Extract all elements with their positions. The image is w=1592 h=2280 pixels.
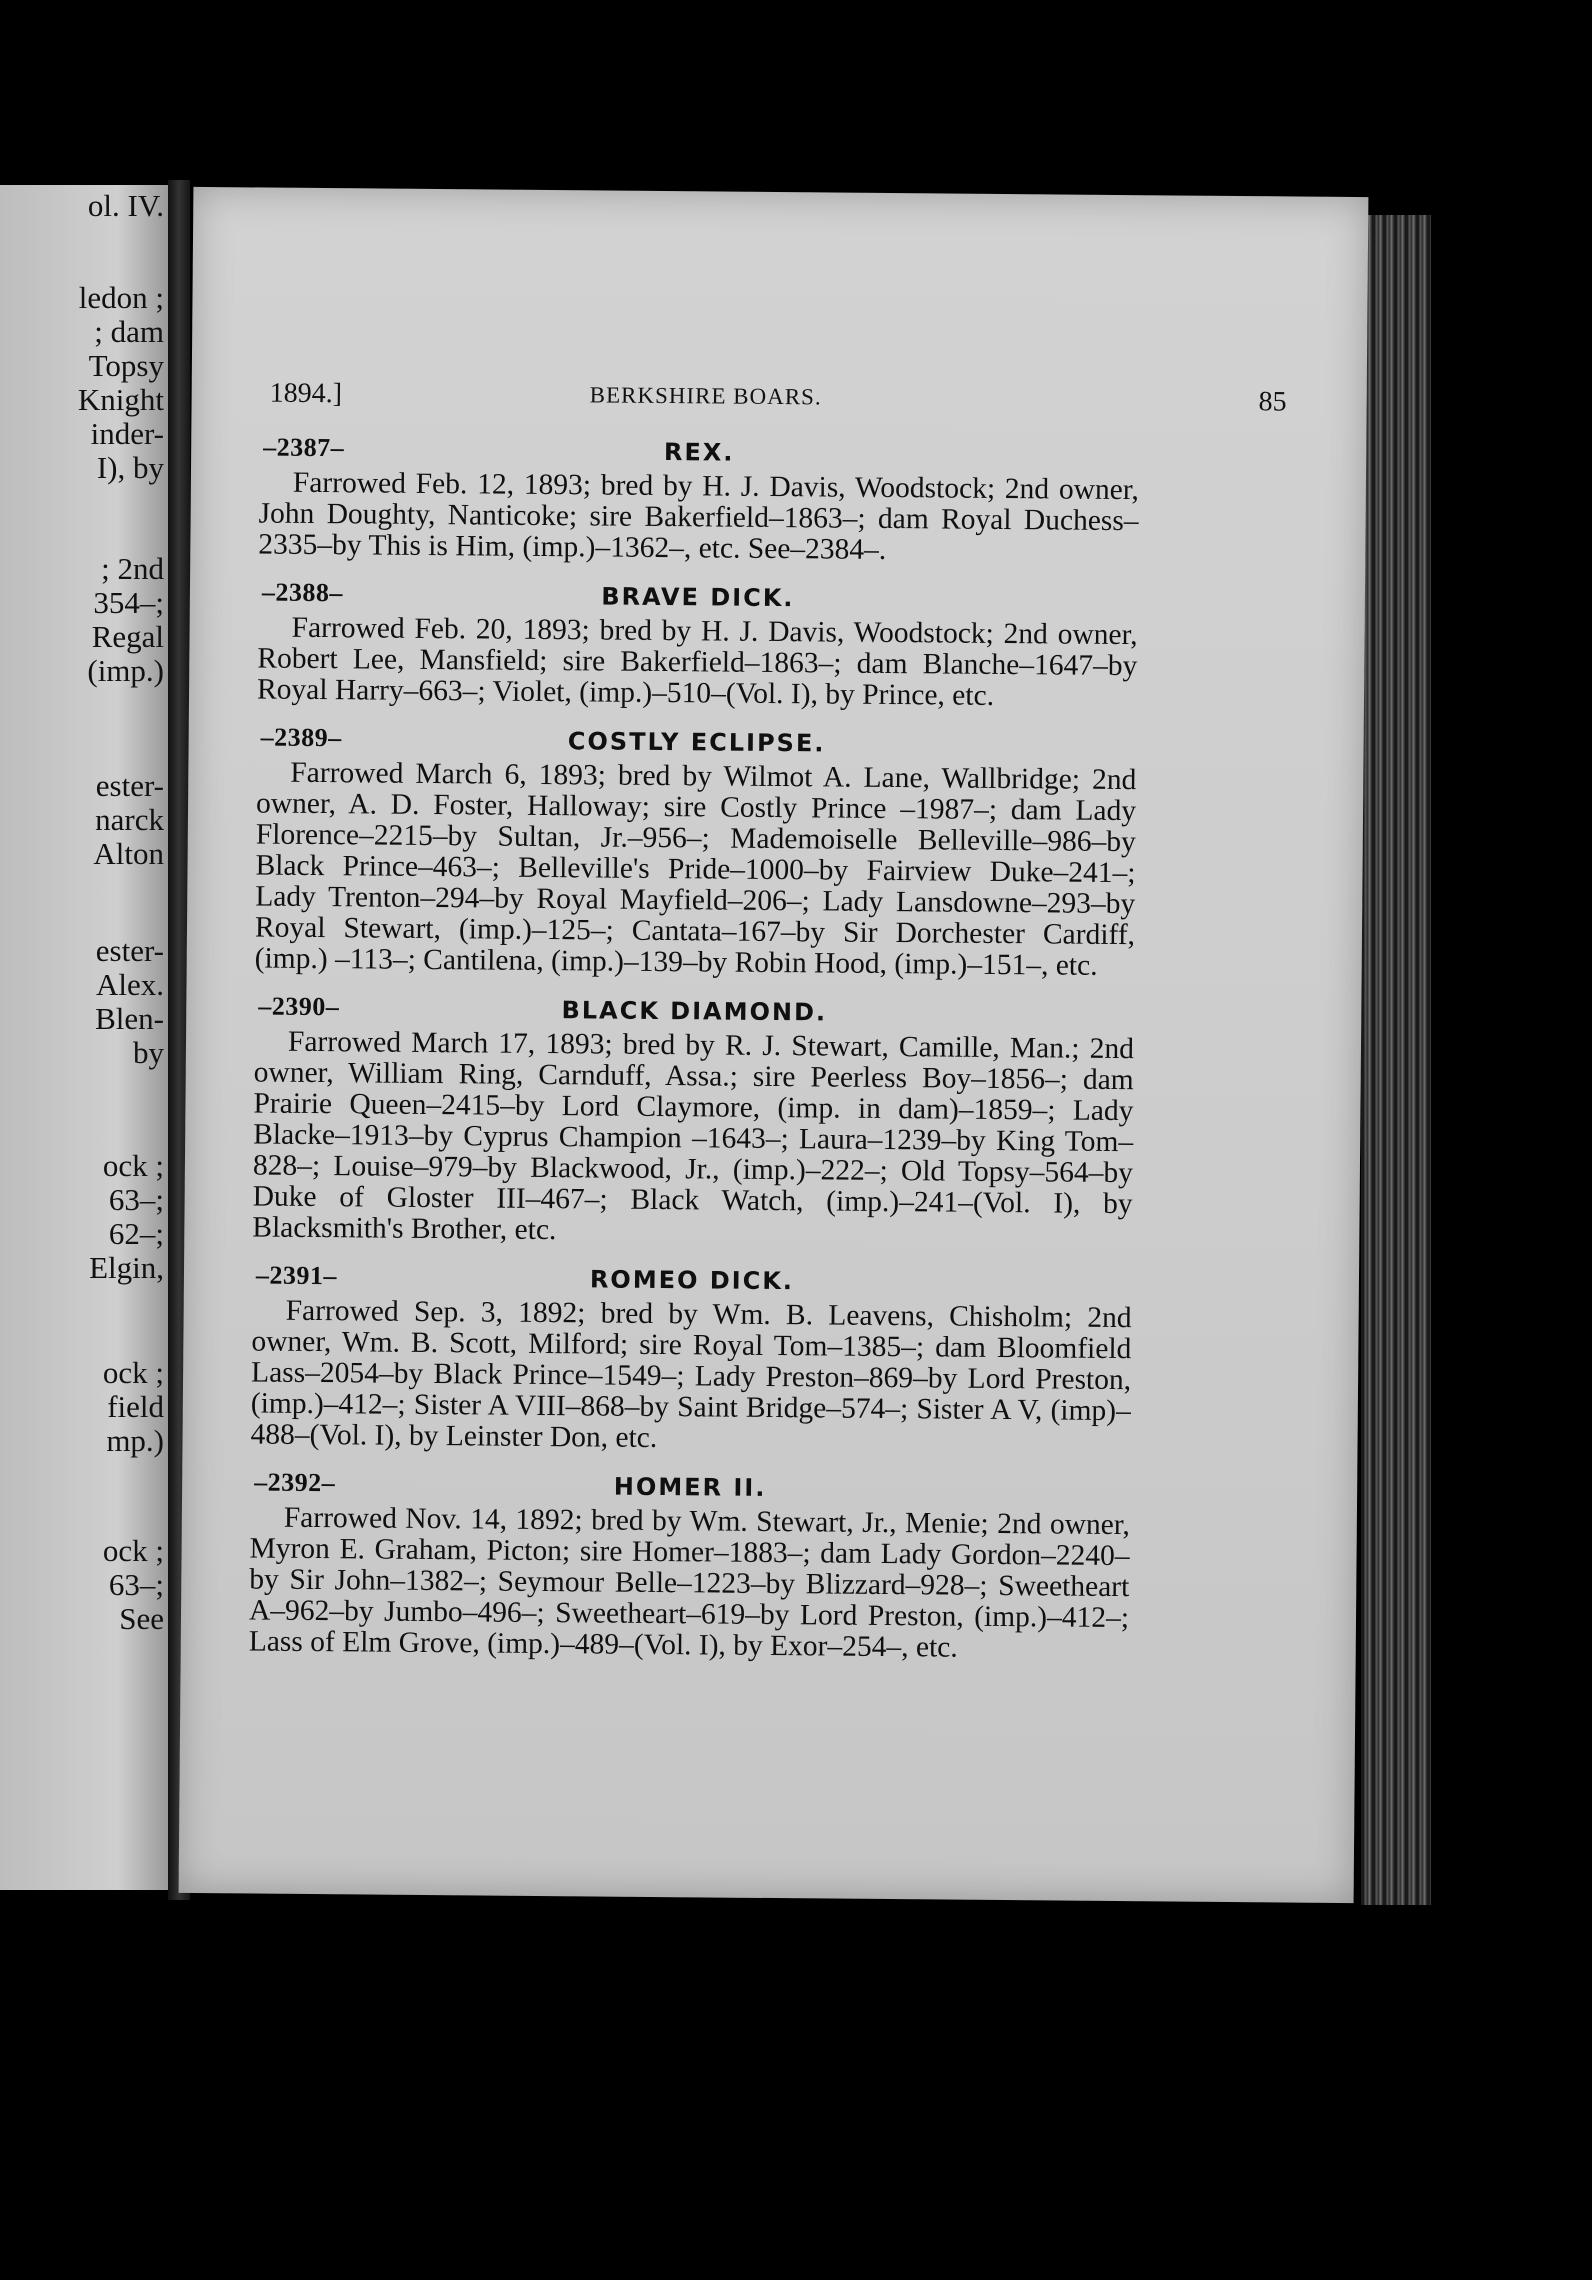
left-page-text-fragment: Alex. (95, 967, 164, 1002)
entry-name: BRAVE DICK. (601, 582, 795, 613)
entry-text: Farrowed March 17, 1893; bred by R. J. Stewart, Camille, Man.; 2nd owner, William Ring, Carnduff, Assa.; sire Peerless Boy–1856–; dam Prairie Queen–2415–by Lord Claymore, (imp. in dam)–1859–; Lady Blacke–1913–by Cyprus Champion –1643–; Laura–1239–by King Tom–828–; Louise–979–by Blackwood, Jr., (imp.)–222–; Old Topsy–564–by Duke of Gloster III–467–; Black Watch, (imp.)–241–(Vol. I), by Blacksmith's Brother, etc. (252, 1025, 1135, 1247)
entries-column (249, 427, 1140, 1677)
entry-text: Farrowed March 6, 1893; bred by Wilmot A. Lane, Wallbridge; 2nd owner, A. D. Foster, Halloway; sire Costly Prince –1987–; dam Lady Florence–2215–by Sultan, Jr.–956–; Mademoiselle Belleville–986–by Black Prince–463–; Belleville's Pride–1000–by Fairview Duke–241–; Lady Trenton–294–by Royal Mayfield–206–; Lady Lansdowne–293–by Royal Stewart, (imp.)–125–; Cantata–167–by Sir Dorchester Cardiff, (imp.) –113–; Cantilena, (imp.)–139–by Robin Hood, (imp.)–151–, etc. (254, 756, 1137, 982)
left-page-text-fragment: Topsy (88, 348, 164, 383)
left-page-text-fragment: ol. IV. (87, 188, 164, 223)
entry-text: Farrowed Nov. 14, 1892; bred by Wm. Stewart, Jr., Menie; 2nd owner, Myron E. Graham, Picton; sire Homer–1883–; dam Lady Gordon–2240–by Sir John–1382–; Seymour Belle–1223–by Blizzard–928–; Sweetheart A–962–by Jumbo–496–; Sweetheart–619–by Lord Preston, (imp.)–412–; Lass of Elm Grove, (imp.)–489–(Vol. I), by Exor–254–, etc. (248, 1501, 1130, 1664)
entry-name: BLACK DIAMOND. (561, 996, 828, 1027)
entry-number: –2392– (254, 1467, 336, 1498)
running-head-title: BERKSHIRE BOARS. (589, 382, 822, 410)
page-number: 85 (1258, 386, 1287, 418)
entry-text: Farrowed Sep. 3, 1892; bred by Wm. B. Leavens, Chisholm; 2nd owner, Wm. B. Scott, Milford; sire Royal Tom–1385–; dam Bloomfield Lass–2054–by Black Prince–1549–; Lady Preston–869–by Lord Preston, (imp.)–412–; Sister A VIII–868–by Saint Bridge–574–; Sister A V, (imp)–488–(Vol. I), by Leinster Don, etc. (250, 1294, 1132, 1454)
entry-number: –2390– (258, 991, 340, 1022)
entry-number: –2387– (263, 432, 345, 463)
left-page-text-fragment: See (119, 1601, 164, 1636)
left-page-text-fragment: ; 2nd (101, 551, 164, 586)
entry (257, 572, 1138, 713)
running-head-year: 1894.] (269, 377, 343, 410)
entry (255, 717, 1137, 982)
entry-number: –2391– (255, 1260, 338, 1291)
left-page-text-fragment: mp.) (106, 1423, 164, 1458)
entry-name: HOMER II. (613, 1472, 767, 1502)
left-page-text-fragment: Alton (93, 836, 164, 871)
entry-number: –2389– (260, 722, 342, 753)
running-head (269, 378, 1326, 427)
entry-text: Farrowed Feb. 12, 1893; bred by H. J. Davis, Woodstock; 2nd owner, John Doughty, Nanticoke; sire Bakerfield–1863–; dam Royal Duchess–2335–by This is Him, (imp.)–1362–, etc. See–2384–. (258, 466, 1139, 566)
entry-name: REX. (663, 438, 735, 467)
left-page-text-fragment: 62–; (108, 1216, 164, 1251)
left-page-text-fragment: field (107, 1389, 164, 1424)
entry-number: –2388– (261, 577, 344, 608)
left-page-text-fragment: ester- (95, 933, 164, 968)
left-page-text-fragment: Regal (91, 619, 164, 654)
left-page-text-fragment: 63–; (108, 1567, 164, 1602)
entry (258, 427, 1139, 568)
left-page-text-fragment: Knight (77, 382, 164, 417)
entry (252, 986, 1134, 1251)
page-edges (1361, 215, 1431, 1905)
entry (250, 1255, 1132, 1458)
left-page-text-fragment: 354–; (93, 585, 164, 620)
entry-text: Farrowed Feb. 20, 1893; bred by H. J. Davis, Woodstock; 2nd owner, Robert Lee, Mansfield; sire Bakerfield–1863–; dam Blanche–1647–by Royal Harry–663–; Violet, (imp.)–510–(Vol. I), by Prince, etc. (256, 611, 1138, 712)
left-page-text-fragment: ock ; (102, 1148, 164, 1183)
entry-name: COSTLY ECLIPSE. (567, 727, 826, 758)
left-page-text-fragment: ; dam (94, 314, 164, 349)
left-page-text-fragment: ock ; (102, 1355, 164, 1390)
left-page-text-fragment: ledon ; (78, 280, 164, 315)
left-page-text-fragment: (imp.) (87, 653, 164, 688)
left-page-text-fragment: Blen- (95, 1001, 164, 1036)
left-page-text-fragment: by (133, 1035, 164, 1070)
entry (249, 1462, 1131, 1665)
book-page (179, 187, 1369, 1903)
left-page-text-fragment: 63–; (108, 1182, 164, 1217)
left-page-text-fragment: Elgin, (89, 1250, 164, 1285)
left-page-fragment (0, 185, 168, 1890)
left-page-text-fragment: inder- (90, 416, 164, 451)
left-page-text-fragment: narck (95, 802, 164, 837)
left-page-text-fragment: ester- (95, 768, 164, 803)
left-page-text-fragment: ock ; (102, 1533, 164, 1568)
left-page-text-fragment: I), by (96, 450, 164, 485)
entry-name: ROMEO DICK. (589, 1265, 795, 1296)
